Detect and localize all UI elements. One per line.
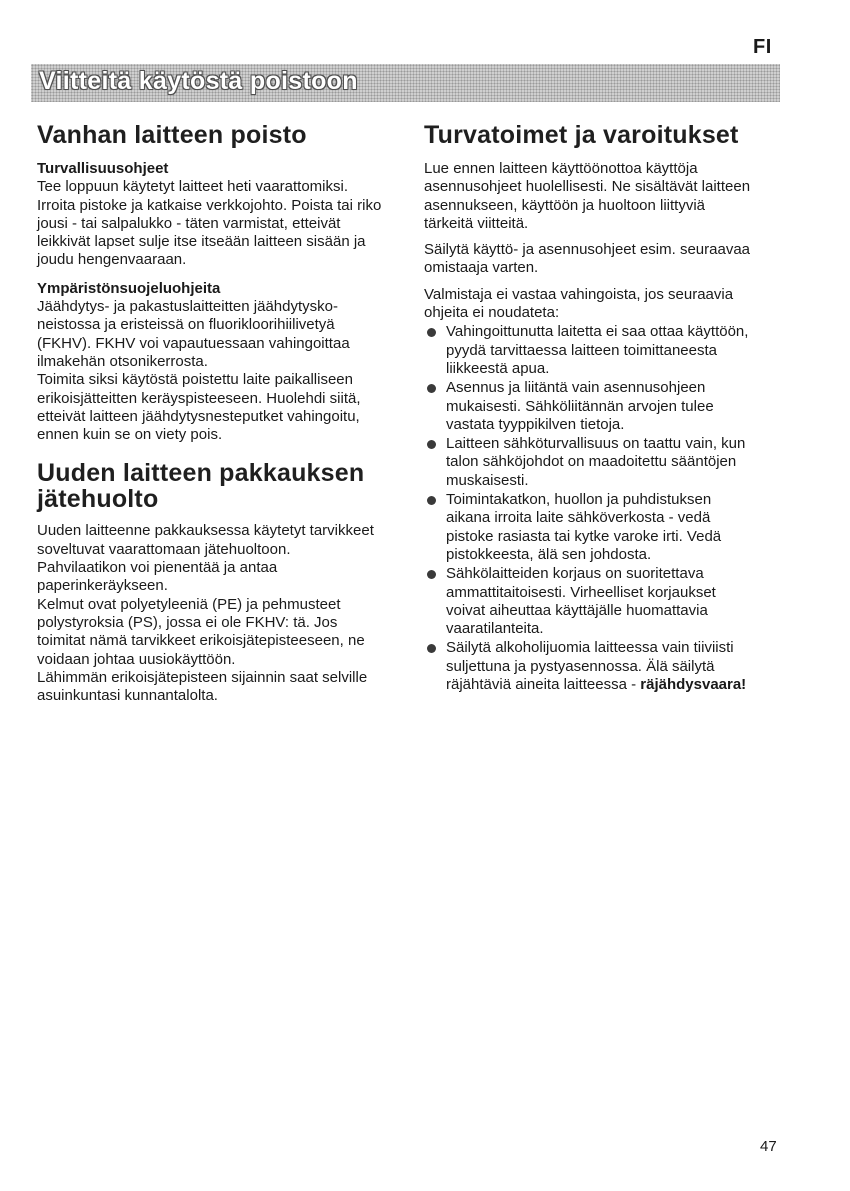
list-item (424, 491, 754, 564)
bullet-icon (427, 570, 436, 579)
list-item-text: Säilytä alkoholijuomia laitteessa vain tiiviisti suljettuna ja pystyasennossa. Älä säilytä räjähtäviä aineita laitteessa - (446, 639, 734, 694)
list-item (424, 565, 754, 638)
packaging-text-4: Lähimmän erikoisjätepisteen sijainnin saat selville asuinkuntasi kunnantalolta. (37, 668, 368, 705)
bullet-icon (427, 440, 436, 449)
list-item (424, 639, 754, 694)
intro-paragraph-1: Lue ennen laitteen käyttöönottoa käyttöja asennusohjeet huolellisesti. Ne sisältävät laitteen asennukseen, käyttöön ja huoltoon liittyviä tärkeitä viitteitä. (424, 160, 751, 232)
list-item (424, 435, 754, 490)
bullet-icon (427, 496, 436, 505)
left-column (37, 120, 383, 713)
subheading-safety: Turvallisuusohjeet (37, 160, 169, 177)
list-item (424, 379, 754, 434)
intro-paragraph-3: Valmistaja ei vastaa vahingoista, jos seuraavia ohjeita ei noudateta: (424, 285, 734, 322)
subheading-environment: Ympäristönsuojeluohjeita (37, 279, 221, 297)
heading-safety-warnings: Turvatoimet ja varoitukset (424, 121, 739, 149)
bullet-icon (427, 384, 436, 393)
warning-list (424, 323, 754, 694)
list-item (424, 323, 754, 378)
list-item-text: Toimintakatkon, huollon ja puhdistuksen aikana irroita laite sähköverkosta - vedä pistoke rasiasta tai kytke varoke irti. Vedä pistokkeesta, älä sen johdosta. (446, 491, 722, 563)
heading-packaging: Uuden laitteen pakkauksen jätehuolto (37, 459, 365, 514)
list-item-text: Laitteen sähköturvallisuus on taattu vain, kun talon sähköjohdot on maadoitettu sääntöjen muskaisesti. (446, 435, 746, 489)
packaging-text-2: Pahvilaatikon voi pienentää ja antaa paperinkeräykseen. (37, 559, 278, 595)
language-code: FI (753, 36, 772, 58)
environment-text-2: Toimita siksi käytöstä poistettu laite paikalliseen erikoisjätteitten keräyspisteeseen. Huolehdi siitä, etteivät laitteen jäähdytysnesteputket vahingoitu, ennen kuin se on viety pois. (37, 371, 361, 444)
right-column (424, 120, 754, 695)
packaging-text-1: Uuden laitteenne pakkauksessa käytetyt tarvikkeet soveltuvat vaarattomaan jätehuoltoon. (37, 522, 374, 558)
section-banner (31, 64, 780, 102)
heading-old-appliance: Vanhan laitteen poisto (37, 121, 307, 149)
environment-text-1: Jäähdytys- ja pakastuslaitteitten jäähdytysko-neistossa ja eristeissä on fluorikloorihiilivetyä (FKHV). FKHV voi vapautuessaan vahingoittaa ilmakehän otsonikerrosta. (37, 298, 350, 370)
bullet-icon (427, 644, 436, 653)
banner-title: Viitteitä käytöstä poistoon (39, 67, 358, 95)
safety-text: Tee loppuun käytetyt laitteet heti vaarattomiksi. Irroita pistoke ja katkaise verkkojohto. Poista tai riko jousi - tai salpalukko - täten varmistat, etteivät leikkivät lapset sulje itse itseään laitteen sisään ja joudu hengenvaaraan. (37, 178, 382, 269)
list-item-text: Asennus ja liitäntä vain asennusohjeen mukaisesti. Sähköliitännän arvojen tulee vastata tyyppikilven tietoja. (446, 379, 714, 433)
explosion-warning: räjähdysvaara! (640, 676, 747, 694)
bullet-icon (427, 328, 436, 337)
page-number: 47 (760, 1138, 777, 1155)
list-item-text: Vahingoittunutta laitetta ei saa ottaa käyttöön, pyydä tarvittaessa laitteen toimittaneesta liikkeestä apua. (446, 323, 749, 377)
list-item-text: Sähkölaitteiden korjaus on suoritettava ammattitaitoisesti. Virheelliset korjaukset voivat aiheuttaa käyttäjälle huomattavia vaaratilanteita. (446, 565, 716, 638)
packaging-text-3: Kelmut ovat polyetyleeniä (PE) ja pehmusteet polystyroksia (PS), jossa ei ole FKHV: tä. Jos toimitat nämä tarvikkeet erikoisjätepisteeseen, ne voidaan johtaa uusiokäyttöön. (37, 595, 365, 668)
intro-paragraph-2: Säilytä käyttö- ja asennusohjeet esim. seuraavaa omistaaja varten. (424, 241, 751, 277)
